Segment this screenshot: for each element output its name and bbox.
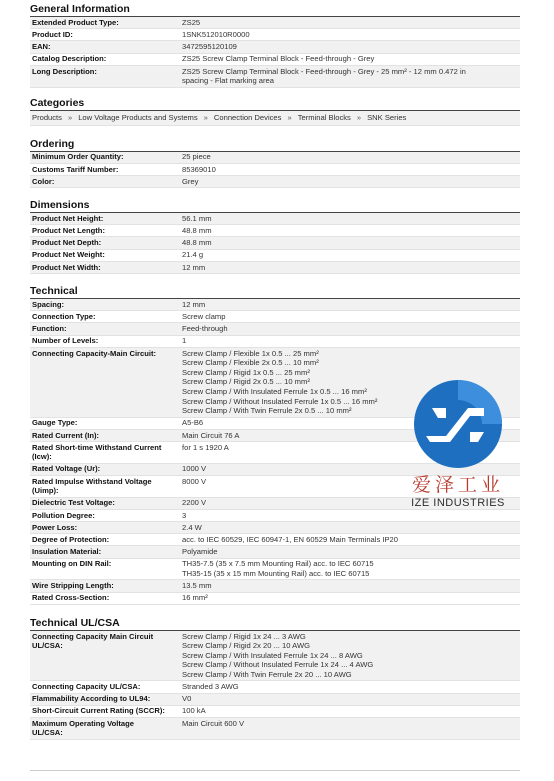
field-value: 1: [180, 335, 520, 347]
table-row: [30, 681, 520, 693]
breadcrumb-separator: »: [287, 112, 292, 122]
field-value: Grey: [180, 175, 520, 187]
field-label: Insulation Material:: [30, 546, 180, 558]
field-value: 1SNK512010R0000: [180, 29, 520, 41]
table-row: [30, 311, 520, 323]
field-label: Mounting on DIN Rail:: [30, 558, 180, 580]
categories-section: [30, 97, 520, 126]
table-row: [30, 522, 520, 534]
field-value: Feed-through: [180, 323, 520, 335]
field-label: Connecting Capacity Main Circuit UL/CSA:: [30, 631, 180, 681]
field-label: Rated Current (In):: [30, 429, 180, 441]
field-label: Minimum Order Quantity:: [30, 152, 180, 164]
field-value: Screw Clamp / Rigid 1x 24 ... 3 AWG Screw Clamp / Rigid 2x 20 ... 10 AWG Screw Clamp / With Insulated Ferrule 1x 24 ... 8 AWG Screw Clamp / Without Insulated Ferrule 1x 24 ... 4 AWG Screw Clamp / With Twin Ferrule 2x 20 ... 10 AWG: [180, 631, 520, 681]
field-label: Function:: [30, 323, 180, 335]
field-value: ZS25 Screw Clamp Terminal Block - Feed-through - Grey: [180, 53, 520, 65]
field-label: Wire Stripping Length:: [30, 580, 180, 592]
field-value: 48.8 mm: [180, 225, 520, 237]
field-label: Extended Product Type:: [30, 17, 180, 29]
field-value: 2.4 W: [180, 522, 520, 534]
field-value: Main Circuit 600 V: [180, 717, 520, 739]
field-label: Pollution Degree:: [30, 509, 180, 521]
table-row: [30, 152, 520, 164]
ize-industries-logo: [404, 378, 512, 510]
field-value: 12 mm: [180, 299, 520, 311]
field-label: Power Loss:: [30, 522, 180, 534]
field-value: 13.5 mm: [180, 580, 520, 592]
table-row: [30, 175, 520, 187]
field-value: 12 mm: [180, 261, 520, 273]
field-label: Number of Levels:: [30, 335, 180, 347]
field-value: 3472595120109: [180, 41, 520, 53]
table-row: [30, 29, 520, 41]
table-row: [30, 717, 520, 739]
field-label: Gauge Type:: [30, 417, 180, 429]
field-value: 1000 V: [180, 463, 520, 475]
table-row: [30, 225, 520, 237]
table-row: [30, 546, 520, 558]
table-row: [30, 705, 520, 717]
field-label: EAN:: [30, 41, 180, 53]
field-value: acc. to IEC 60529, IEC 60947-1, EN 60529 Main Terminals IP20: [180, 534, 520, 546]
table-row: [30, 299, 520, 311]
field-label: Spacing:: [30, 299, 180, 311]
table-row: [30, 509, 520, 521]
field-label: Maximum Operating Voltage UL/CSA:: [30, 717, 180, 739]
field-value: V0: [180, 693, 520, 705]
field-label: Rated Voltage (Ur):: [30, 463, 180, 475]
field-value: 8000 V: [180, 475, 520, 497]
field-value: ZS25: [180, 17, 520, 29]
section-title: Technical: [30, 285, 520, 299]
field-value: ZS25 Screw Clamp Terminal Block - Feed-through - Grey - 25 mm² - 12 mm 0.472 in spacing - Flat marking area: [180, 65, 520, 87]
field-label: Product Net Width:: [30, 261, 180, 273]
table-row: [30, 323, 520, 335]
field-value: for 1 s 1920 A: [180, 441, 520, 463]
table-row: [30, 17, 520, 29]
field-value: 16 mm²: [180, 592, 520, 604]
section-title: Technical UL/CSA: [30, 617, 520, 631]
breadcrumb-item[interactable]: Low Voltage Products and Systems: [78, 112, 198, 122]
ulcsa-table: [30, 631, 520, 740]
section-title: Dimensions: [30, 199, 520, 213]
breadcrumb: [30, 111, 520, 126]
breadcrumb-item[interactable]: Connection Devices: [213, 112, 282, 122]
logo-english-name: IZE INDUSTRIES: [411, 497, 505, 509]
logo-chinese-name: 爱泽工业: [411, 474, 504, 496]
table-row: [30, 65, 520, 87]
table-row: [30, 631, 520, 681]
field-value: Polyamide: [180, 546, 520, 558]
field-label: Connecting Capacity UL/CSA:: [30, 681, 180, 693]
table-row: [30, 163, 520, 175]
field-value: Screw clamp: [180, 311, 520, 323]
ordering-section: [30, 138, 520, 189]
section-title: Categories: [30, 97, 520, 111]
table-row: [30, 53, 520, 65]
field-label: Short-Circuit Current Rating (SCCR):: [30, 705, 180, 717]
field-label: Catalog Description:: [30, 53, 180, 65]
breadcrumb-separator: »: [67, 112, 73, 122]
field-label: Product Net Length:: [30, 225, 180, 237]
field-value: 85369010: [180, 163, 520, 175]
breadcrumb-item[interactable]: Terminal Blocks: [297, 112, 351, 122]
field-label: Connection Type:: [30, 311, 180, 323]
field-label: Color:: [30, 175, 180, 187]
field-label: Dielectric Test Voltage:: [30, 497, 180, 509]
field-value: 21.4 g: [180, 249, 520, 261]
field-label: Degree of Protection:: [30, 534, 180, 546]
table-row: [30, 592, 520, 604]
field-value: Screw Clamp / Flexible 1x 0.5 ... 25 mm² Screw Clamp / Flexible 2x 0.5 ... 10 mm² Screw Clamp / Rigid 1x 0.5 ... 25 mm² Screw Clamp / Rigid 2x 0.5 ... 10 mm² Screw Clamp / With Insulated Ferrule 1x 0.5 ... 16 mm² Screw Clamp / Without Insulated Ferrule 1x 0.5 ... 16 mm² Screw Clamp / With Twin Ferrule 2x 0.5 ... 10 mm²: [180, 347, 520, 417]
table-row: [30, 580, 520, 592]
datasheet: [30, 0, 520, 740]
field-label: Rated Short-time Withstand Current (Icw):: [30, 441, 180, 463]
table-row: [30, 335, 520, 347]
dimensions-section: [30, 199, 520, 274]
dimensions-table: [30, 213, 520, 274]
ordering-table: [30, 152, 520, 189]
field-value: TH35-7.5 (35 x 7.5 mm Mounting Rail) acc. to IEC 60715 TH35-15 (35 x 15 mm Mounting Rail) acc. to IEC 60715: [180, 558, 520, 580]
breadcrumb-item[interactable]: SNK Series: [367, 112, 407, 122]
table-row: [30, 261, 520, 273]
table-row: [30, 693, 520, 705]
field-value: 100 kA: [180, 705, 520, 717]
field-value: Main Circuit 76 A: [180, 429, 520, 441]
table-row: [30, 558, 520, 580]
field-label: Rated Impulse Withstand Voltage (Uimp):: [30, 475, 180, 497]
table-row: [30, 249, 520, 261]
field-value: Stranded 3 AWG: [180, 681, 520, 693]
field-label: Flammability According to UL94:: [30, 693, 180, 705]
field-label: Product Net Weight:: [30, 249, 180, 261]
field-value: A5-B6: [180, 417, 520, 429]
table-row: [30, 213, 520, 225]
field-label: Product Net Depth:: [30, 237, 180, 249]
field-value: 3: [180, 509, 520, 521]
ize-globe-icon: [412, 378, 504, 470]
general-information-section: [30, 3, 520, 88]
section-title: General Information: [30, 3, 520, 17]
field-value: 56.1 mm: [180, 213, 520, 225]
page-divider: [30, 770, 520, 771]
general-table: [30, 17, 520, 88]
field-label: Customs Tariff Number:: [30, 163, 180, 175]
field-value: 25 piece: [180, 152, 520, 164]
section-title: Ordering: [30, 138, 520, 152]
breadcrumb-separator: »: [356, 112, 362, 122]
field-label: Long Description:: [30, 65, 180, 87]
field-label: Product ID:: [30, 29, 180, 41]
field-label: Connecting Capacity-Main Circuit:: [30, 347, 180, 417]
breadcrumb-separator: »: [203, 112, 208, 122]
table-row: [30, 534, 520, 546]
field-label: Rated Cross-Section:: [30, 592, 180, 604]
table-row: [30, 237, 520, 249]
breadcrumb-item[interactable]: Products: [32, 112, 62, 122]
technical-ulcsa-section: [30, 617, 520, 740]
field-label: Product Net Height:: [30, 213, 180, 225]
field-value: 48.8 mm: [180, 237, 520, 249]
table-row: [30, 41, 520, 53]
field-value: 2200 V: [180, 497, 520, 509]
